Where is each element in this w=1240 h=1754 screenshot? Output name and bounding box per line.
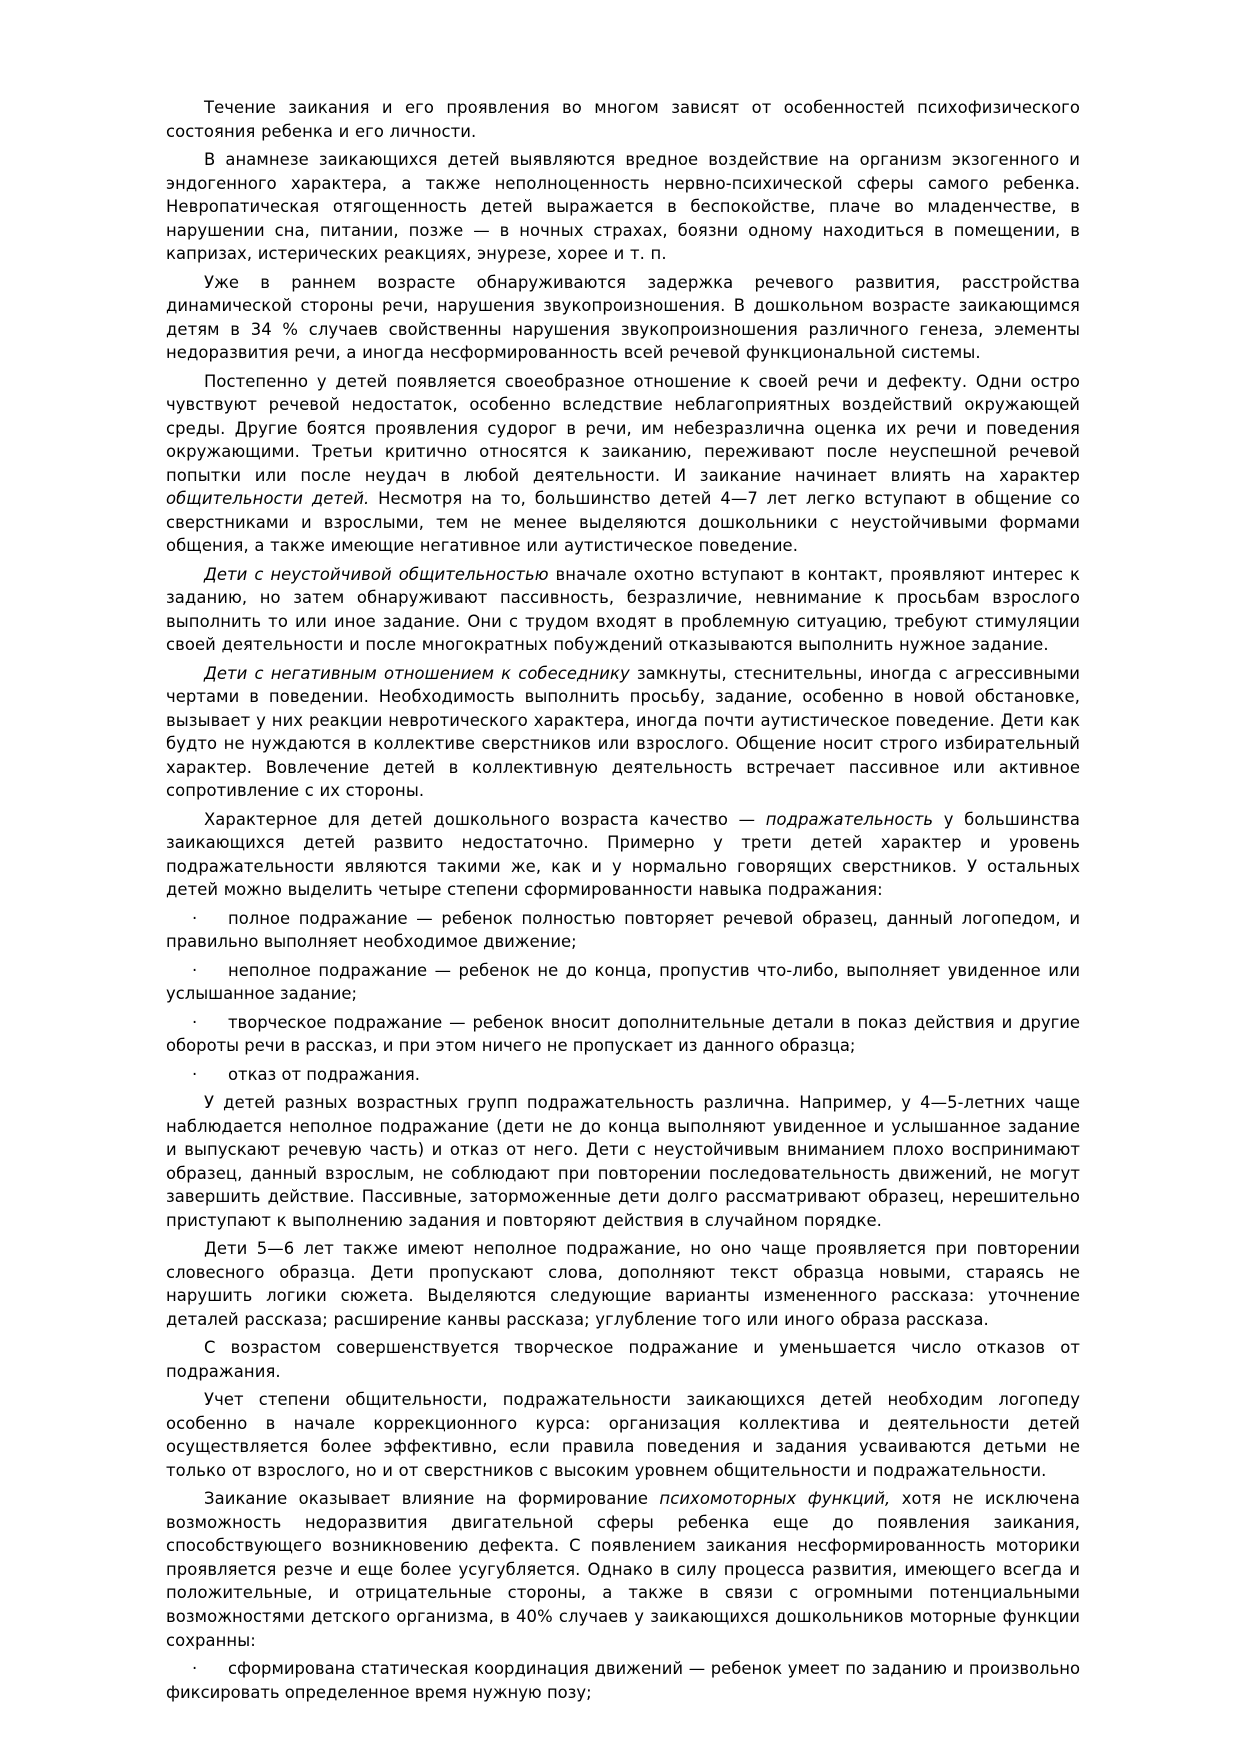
list-item: [166, 1063, 1080, 1087]
body-text: Учет степени общительности, подражательности заикающихся детей необходим логопеду особенно в начале коррекционного курса: организация коллектива и деятельности детей осуществляется более эффективно, если правила поведения и задания усваиваются детьми не только от взрослого, но и от сверстников с высоким уровнем общительности и подражательности.: [166, 1390, 1080, 1480]
body-text: Уже в раннем возрасте обнаруживаются задержка речевого развития, расстройства динамической стороны речи, нарушения звукопроизношения. В дошкольном возрасте заикающимся детям в 34 % случаев свойственны нарушения звукопроизношения различного генеза, элементы недоразвития речи, а иногда несформированность всей речевой функциональной системы.: [166, 272, 1080, 363]
paragraph: [166, 1336, 1080, 1383]
body-text: С возрастом совершенствуется творческое подражание и уменьшается число отказов от подражания.: [166, 1338, 1080, 1381]
emphasis-text: психомоторных функций,: [659, 1489, 891, 1509]
body-text: Характерное для детей дошкольного возраста качество —: [204, 809, 766, 829]
bullet-marker-icon: ·: [192, 1012, 198, 1032]
list-item: [166, 907, 1080, 954]
body-text: хотя не исключена возможность недоразвития двигательной сферы ребенка еще до появления заикания, способствующего возникновению дефекта. С появлением заикания несформированность моторики проявляется резче и еще более усугубляется. Однако в силу процесса развития, имеющего всегда и положительные, и отрицательные стороны, а также в связи с огромными потенциальными возможностями детского организма, в 40% случаев у заикающихся дошкольников моторные функции сохранны:: [166, 1489, 1080, 1650]
paragraph: [166, 271, 1080, 365]
body-text: В анамнезе заикающихся детей выявляются вредное воздействие на организм экзогенного и эндогенного характера, а также неполноценность нервно-психической сферы самого ребенка. Невропатическая отягощенность детей выражается в беспокойстве, плаче во младенчестве, в нарушении сна, питании, позже — в ночных страхах, боязни одному находиться в помещении, в капризах, истерических реакциях, энурезе, хорее и т. п.: [166, 149, 1080, 264]
body-text: Несмотря на то, большинство детей 4—7 лет легко вступают в общение со сверстниками и взрослыми, тем не менее выделяются дошкольники с неустойчивыми формами общения, а также имеющие негативное или аутистическое поведение.: [166, 489, 1080, 556]
body-text: Постепенно у детей появляется своеобразное отношение к своей речи и дефекту. Одни остро чувствуют речевой недостаток, особенно вследствие неблагоприятных воздействий окружающей среды. Другие боятся проявления судорог в речи, им небезразлична оценка их речи и поведения окружающими. Третьи критично относятся к заиканию, переживают после неуспешной речевой попытки или после неудач в любой деятельности. И заикание начинает влиять на характер: [166, 371, 1080, 485]
paragraph: [166, 563, 1080, 657]
body-text: Заикание оказывает влияние на формирование: [204, 1489, 660, 1509]
emphasis-text: общительности детей.: [166, 489, 370, 509]
paragraph: [166, 808, 1080, 902]
body-text: творческое подражание — ребенок вносит дополнительные детали в показ действия и другие обороты речи в рассказ, и при этом ничего не пропускает из данного образца;: [166, 1012, 1080, 1056]
body-text: неполное подражание — ребенок не до конца, пропустив что-либо, выполняет увиденное или услышанное задание;: [166, 960, 1080, 1004]
body-text: замкнуты, стеснительны, иногда с агрессивными чертами в поведении. Необходимость выполнить просьбу, задание, особенно в новой обстановке, вызывает у них реакции невротического характера, иногда почти аутистическое поведение. Дети как будто не нуждаются в коллективе сверстников или взрослого. Общение носит строго избирательный характер. Вовлечение детей в коллективную деятельность встречает пассивное или активное сопротивление с их стороны.: [166, 663, 1081, 801]
body-text: У детей разных возрастных групп подражательность различна. Например, у 4—5-летних чаще наблюдается неполное подражание (дети не до конца выполняют увиденное и услышанное задание и выпускают речевую часть) и отказ от него. Дети с неустойчивым вниманием плохо воспринимают образец, данный взрослым, не соблюдают при повторении последовательность движений, не могут завершить действие. Пассивные, заторможенные дети долго рассматривают образец, нерешительно приступают к выполнению задания и повторяют действия в случайном порядке.: [166, 1093, 1080, 1230]
paragraph: [166, 1487, 1080, 1652]
body-text: отказ от подражания.: [228, 1064, 421, 1084]
emphasis-text: Дети с неустойчивой общительностью: [204, 564, 549, 584]
paragraph: [166, 1388, 1080, 1482]
list-item: [166, 959, 1080, 1006]
body-text: у большинства заикающихся детей развито недостаточно. Примерно у трети детей характер и уровень подражательности являются такими же, как и у нормально говорящих сверстников. У остальных детей можно выделить четыре степени сформированности навыка подражания:: [166, 809, 1080, 900]
paragraph: [166, 1237, 1080, 1331]
paragraph: [166, 370, 1080, 558]
body-text: вначале охотно вступают в контакт, проявляют интерес к заданию, но затем обнаруживают пассивность, безразличие, невнимание к просьбам взрослого выполнить то или иное задание. Они с трудом входят в проблемную ситуацию, требуют стимуляции своей деятельности и после многократных побуждений отказываются выполнить нужное задание.: [166, 564, 1080, 655]
list-item: [166, 1011, 1080, 1058]
list-item: [166, 1657, 1080, 1704]
emphasis-text: подражательность: [765, 809, 934, 829]
paragraph: [166, 96, 1080, 143]
document-body: [166, 96, 1080, 1704]
paragraph: [166, 148, 1080, 266]
emphasis-text: Дети с негативным отношением к собеседнику: [204, 663, 630, 683]
paragraph: [166, 1091, 1080, 1232]
body-text: сформирована статическая координация движений — ребенок умеет по заданию и произвольно фиксировать определенное время нужную позу;: [166, 1658, 1080, 1702]
bullet-marker-icon: ·: [192, 1064, 198, 1084]
body-text: Дети 5—6 лет также имеют неполное подражание, но оно чаще проявляется при повторении словесного образца. Дети пропускают слова, дополняют текст образца новыми, стараясь не нарушить логики сюжета. Выделяются следующие варианты измененного рассказа: уточнение деталей рассказа; расширение канвы рассказа; углубление того или иного образа рассказа.: [166, 1239, 1080, 1329]
bullet-marker-icon: ·: [192, 960, 198, 980]
body-text: Течение заикания и его проявления во многом зависят от особенностей психофизического состояния ребенка и его личности.: [166, 98, 1080, 141]
body-text: полное подражание — ребенок полностью повторяет речевой образец, данный логопедом, и правильно выполняет необходимое движение;: [166, 908, 1080, 952]
bullet-marker-icon: ·: [192, 908, 198, 928]
bullet-marker-icon: ·: [192, 1658, 198, 1678]
paragraph: [166, 662, 1080, 803]
